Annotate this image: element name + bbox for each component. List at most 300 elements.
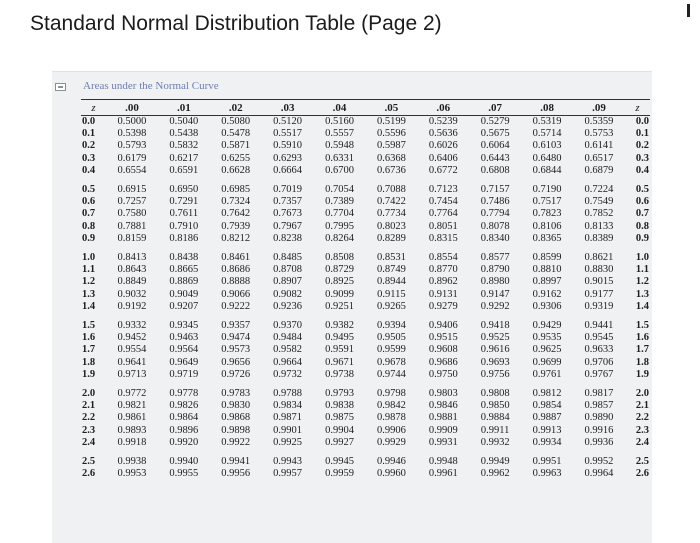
- z-value-cell: 1.2: [82, 276, 96, 288]
- probability-cell: 0.9925: [273, 436, 303, 448]
- column-header: .05: [365, 100, 417, 116]
- z-value-cell-right: 2.6: [635, 468, 649, 480]
- probability-cell: 0.7389: [325, 196, 354, 208]
- table-row: [81, 357, 650, 369]
- column-header: .00: [106, 100, 158, 116]
- probability-cell: 0.9911: [480, 424, 510, 436]
- probability-cell: 0.8888: [221, 276, 251, 288]
- probability-cell: 0.8869: [169, 276, 199, 288]
- table-row: [81, 369, 650, 381]
- probability-cell: 0.9236: [273, 300, 303, 312]
- z-value-cell: 1.6: [82, 332, 96, 344]
- probability-cell: 0.9441: [584, 320, 614, 332]
- table-row: [81, 301, 650, 313]
- probability-cell: 0.9838: [325, 400, 354, 412]
- probability-cell: 0.9616: [480, 344, 510, 356]
- probability-cell: 0.8729: [325, 264, 354, 276]
- probability-cell: 0.9726: [221, 368, 251, 380]
- probability-cell: 0.9960: [376, 468, 406, 480]
- probability-cell: 0.8770: [428, 264, 458, 276]
- probability-cell: 0.9319: [584, 300, 614, 312]
- probability-cell: 0.9582: [273, 344, 303, 356]
- probability-cell: 0.7881: [117, 220, 147, 232]
- probability-cell: 0.8643: [117, 264, 147, 276]
- column-header: .06: [417, 100, 469, 116]
- probability-cell: 0.9177: [584, 288, 614, 300]
- z-value-cell: 0.0: [82, 116, 96, 127]
- probability-cell: 0.9649: [169, 356, 199, 368]
- probability-cell: 0.7823: [532, 208, 562, 220]
- probability-cell: 0.6064: [480, 140, 510, 152]
- scrollbar-indicator: [687, 4, 690, 17]
- probability-cell: 0.9495: [325, 332, 354, 344]
- probability-cell: 0.9955: [169, 468, 199, 480]
- probability-cell: 0.9279: [428, 300, 458, 312]
- probability-cell: 0.8023: [376, 220, 406, 232]
- z-value-cell: 2.6: [82, 468, 96, 480]
- probability-cell: 0.6217: [169, 152, 199, 164]
- probability-cell: 0.9032: [117, 288, 147, 300]
- probability-cell: 0.8531: [376, 252, 406, 264]
- probability-cell: 0.9251: [325, 300, 354, 312]
- z-value-cell: 0.4: [82, 164, 96, 176]
- table-header-row: [81, 100, 650, 116]
- probability-cell: 0.7224: [584, 184, 614, 196]
- z-value-cell-right: 0.9: [635, 232, 649, 244]
- probability-cell: 0.9719: [169, 368, 199, 380]
- probability-cell: 0.9953: [117, 468, 147, 480]
- probability-cell: 0.9207: [169, 300, 199, 312]
- z-value-cell-right: 1.7: [635, 344, 649, 356]
- probability-cell: 0.9798: [376, 388, 406, 400]
- probability-cell: 0.7852: [584, 208, 614, 220]
- probability-cell: 0.9744: [376, 368, 406, 380]
- z-value-cell-right: 1.1: [635, 264, 649, 276]
- probability-cell: 0.9686: [428, 356, 458, 368]
- probability-cell: 0.9222: [221, 300, 251, 312]
- z-value-cell-right: 0.2: [635, 140, 649, 152]
- probability-cell: 0.9861: [117, 412, 147, 424]
- probability-cell: 0.8944: [376, 276, 406, 288]
- z-value-cell: 2.3: [82, 424, 96, 436]
- column-header: .04: [314, 100, 366, 116]
- probability-cell: 0.9949: [480, 456, 510, 468]
- probability-cell: 0.6331: [325, 152, 354, 164]
- table-row: [81, 153, 650, 165]
- probability-cell: 0.8980: [480, 276, 510, 288]
- z-value-cell-right: 0.5: [635, 184, 649, 196]
- table-row: [81, 289, 650, 301]
- probability-cell: 0.8577: [480, 252, 510, 264]
- probability-cell: 0.9893: [117, 424, 147, 436]
- probability-cell: 0.7642: [221, 208, 251, 220]
- table-row: [81, 116, 650, 129]
- probability-cell: 0.8413: [117, 252, 147, 264]
- probability-cell: 0.5239: [428, 116, 458, 127]
- probability-cell: 0.9803: [428, 388, 458, 400]
- probability-cell: 0.7704: [325, 208, 354, 220]
- z-value-cell-right: 0.0: [635, 116, 649, 127]
- probability-cell: 0.9932: [480, 436, 510, 448]
- probability-cell: 0.9857: [584, 400, 614, 412]
- probability-cell: 0.9918: [117, 436, 147, 448]
- probability-cell: 0.9738: [325, 368, 354, 380]
- z-value-cell-right: 0.8: [635, 220, 649, 232]
- probability-cell: 0.8389: [584, 232, 614, 244]
- probability-cell: 0.6772: [428, 164, 458, 176]
- probability-cell: 0.9957: [273, 468, 303, 480]
- probability-cell: 0.9962: [480, 468, 510, 480]
- z-value-cell: 0.7: [82, 208, 96, 220]
- probability-cell: 0.6480: [532, 152, 562, 164]
- probability-cell: 0.9049: [169, 288, 199, 300]
- probability-cell: 0.6517: [584, 152, 614, 164]
- z-value-cell-right: 1.8: [635, 356, 649, 368]
- probability-cell: 0.7967: [273, 220, 303, 232]
- table-row: [81, 468, 650, 480]
- probability-cell: 0.5793: [117, 140, 147, 152]
- probability-cell: 0.9938: [117, 456, 147, 468]
- probability-cell: 0.7549: [584, 196, 614, 208]
- probability-cell: 0.8238: [273, 232, 303, 244]
- z-value-cell-right: 0.7: [635, 208, 649, 220]
- probability-cell: 0.9943: [273, 456, 303, 468]
- probability-cell: 0.6554: [117, 164, 147, 176]
- probability-cell: 0.9505: [376, 332, 406, 344]
- z-value-cell-right: 1.0: [635, 252, 649, 264]
- probability-cell: 0.5398: [117, 128, 147, 140]
- probability-cell: 0.9573: [221, 344, 251, 356]
- z-value-cell-right: 1.3: [635, 288, 649, 300]
- probability-cell: 0.5120: [273, 116, 303, 127]
- probability-cell: 0.9901: [273, 424, 303, 436]
- z-value-cell: 0.1: [82, 128, 96, 140]
- table-row: [81, 233, 650, 245]
- probability-cell: 0.9656: [221, 356, 251, 368]
- probability-cell: 0.8078: [480, 220, 510, 232]
- probability-cell: 0.9788: [273, 388, 303, 400]
- table-row: [81, 344, 650, 356]
- probability-cell: 0.8830: [584, 264, 614, 276]
- table-row: [81, 332, 650, 344]
- probability-cell: 0.8264: [325, 232, 354, 244]
- probability-cell: 0.9850: [480, 400, 510, 412]
- probability-cell: 0.7517: [532, 196, 562, 208]
- probability-cell: 0.9945: [325, 456, 354, 468]
- probability-cell: 0.9868: [221, 412, 251, 424]
- probability-cell: 0.8907: [273, 276, 303, 288]
- probability-cell: 0.8554: [428, 252, 458, 264]
- probability-cell: 0.5160: [325, 116, 354, 127]
- probability-cell: 0.6736: [376, 164, 406, 176]
- probability-cell: 0.8289: [376, 232, 406, 244]
- probability-cell: 0.9946: [376, 456, 406, 468]
- probability-cell: 0.9535: [532, 332, 562, 344]
- probability-cell: 0.6700: [325, 164, 354, 176]
- probability-cell: 0.8485: [273, 252, 303, 264]
- probability-cell: 0.9887: [532, 412, 562, 424]
- probability-cell: 0.6591: [169, 164, 199, 176]
- probability-cell: 0.8599: [532, 252, 562, 264]
- probability-cell: 0.9909: [428, 424, 458, 436]
- probability-cell: 0.9956: [221, 468, 251, 480]
- z-value-cell: 1.1: [82, 264, 96, 276]
- expand-image-icon[interactable]: [55, 83, 66, 91]
- probability-cell: 0.9370: [273, 320, 303, 332]
- z-value-cell: 0.5: [82, 184, 96, 196]
- probability-cell: 0.9357: [221, 320, 251, 332]
- probability-cell: 0.8962: [428, 276, 458, 288]
- probability-cell: 0.5910: [273, 140, 303, 152]
- probability-cell: 0.9929: [376, 436, 406, 448]
- probability-cell: 0.9732: [273, 368, 303, 380]
- probability-cell: 0.5000: [117, 116, 147, 127]
- probability-cell: 0.9525: [480, 332, 510, 344]
- probability-cell: 0.9545: [584, 332, 614, 344]
- probability-cell: 0.5987: [376, 140, 406, 152]
- probability-cell: 0.5871: [221, 140, 251, 152]
- probability-cell: 0.9875: [325, 412, 354, 424]
- z-value-cell-right: 2.5: [635, 456, 649, 468]
- probability-cell: 0.8708: [273, 264, 303, 276]
- table-row: [81, 165, 650, 177]
- probability-cell: 0.8365: [532, 232, 562, 244]
- probability-cell: 0.9678: [376, 356, 406, 368]
- probability-cell: 0.7123: [428, 184, 458, 196]
- probability-cell: 0.9842: [376, 400, 406, 412]
- z-table: [81, 99, 650, 480]
- probability-cell: 0.5359: [584, 116, 614, 127]
- probability-cell: 0.8665: [169, 264, 199, 276]
- probability-cell: 0.8997: [532, 276, 562, 288]
- z-value-cell-right: 0.3: [635, 152, 649, 164]
- probability-cell: 0.5832: [169, 140, 199, 152]
- probability-cell: 0.9693: [480, 356, 510, 368]
- probability-cell: 0.9591: [325, 344, 354, 356]
- probability-cell: 0.9463: [169, 332, 199, 344]
- probability-cell: 0.6368: [376, 152, 406, 164]
- probability-cell: 0.5199: [376, 116, 406, 127]
- probability-cell: 0.9306: [532, 300, 562, 312]
- probability-cell: 0.5517: [273, 128, 303, 140]
- probability-cell: 0.5675: [480, 128, 510, 140]
- probability-cell: 0.9951: [532, 456, 562, 468]
- probability-cell: 0.9793: [325, 388, 354, 400]
- probability-cell: 0.9890: [584, 412, 614, 424]
- probability-cell: 0.9772: [117, 388, 147, 400]
- probability-cell: 0.9382: [325, 320, 354, 332]
- probability-cell: 0.9633: [584, 344, 614, 356]
- probability-cell: 0.6950: [169, 184, 199, 196]
- probability-cell: 0.9599: [376, 344, 406, 356]
- probability-cell: 0.8790: [480, 264, 510, 276]
- probability-cell: 0.9066: [221, 288, 251, 300]
- z-value-cell: 1.9: [82, 368, 96, 380]
- probability-cell: 0.9783: [221, 388, 251, 400]
- probability-cell: 0.9484: [273, 332, 303, 344]
- table-row: [81, 221, 650, 233]
- probability-cell: 0.9641: [117, 356, 147, 368]
- probability-cell: 0.8186: [169, 232, 199, 244]
- probability-cell: 0.9821: [117, 400, 147, 412]
- probability-cell: 0.8621: [584, 252, 614, 264]
- probability-cell: 0.6141: [584, 140, 614, 152]
- probability-cell: 0.9846: [428, 400, 458, 412]
- probability-cell: 0.9931: [428, 436, 458, 448]
- probability-cell: 0.9881: [428, 412, 458, 424]
- z-value-cell: 0.9: [82, 232, 96, 244]
- z-value-cell-right: 0.6: [635, 196, 649, 208]
- probability-cell: 0.8925: [325, 276, 354, 288]
- probability-cell: 0.9898: [221, 424, 251, 436]
- table-body: [81, 116, 650, 481]
- probability-cell: 0.9808: [480, 388, 510, 400]
- probability-cell: 0.9750: [428, 368, 458, 380]
- probability-cell: 0.5557: [325, 128, 354, 140]
- probability-cell: 0.9906: [376, 424, 406, 436]
- page-title: Standard Normal Distribution Table (Page 2): [30, 12, 442, 35]
- probability-cell: 0.7580: [117, 208, 147, 220]
- z-column-header-right: z: [625, 100, 650, 116]
- probability-cell: 0.6915: [117, 184, 147, 196]
- probability-cell: 0.7190: [532, 184, 562, 196]
- probability-cell: 0.7054: [325, 184, 354, 196]
- probability-cell: 0.5319: [532, 116, 562, 127]
- probability-cell: 0.9452: [117, 332, 147, 344]
- table-panel: [52, 71, 652, 543]
- table-row: [81, 245, 650, 264]
- probability-cell: 0.6844: [532, 164, 562, 176]
- z-value-cell: 1.5: [82, 320, 96, 332]
- probability-cell: 0.9515: [428, 332, 458, 344]
- probability-cell: 0.8686: [221, 264, 251, 276]
- probability-cell: 0.8508: [325, 252, 354, 264]
- probability-cell: 0.9952: [584, 456, 614, 468]
- probability-cell: 0.9162: [532, 288, 562, 300]
- z-value-cell-right: 0.4: [635, 164, 649, 176]
- z-value-cell-right: 2.0: [635, 388, 649, 400]
- z-value-cell-right: 1.9: [635, 368, 649, 380]
- table-row: [81, 276, 650, 288]
- z-value-cell-right: 2.4: [635, 436, 649, 448]
- z-value-cell: 0.3: [82, 152, 96, 164]
- z-value-cell: 1.8: [82, 356, 96, 368]
- probability-cell: 0.9147: [480, 288, 510, 300]
- probability-cell: 0.9265: [376, 300, 406, 312]
- probability-cell: 0.7422: [376, 196, 406, 208]
- probability-cell: 0.8461: [221, 252, 251, 264]
- probability-cell: 0.7939: [221, 220, 251, 232]
- table-row: [81, 412, 650, 424]
- probability-cell: 0.7910: [169, 220, 199, 232]
- z-value-cell-right: 2.1: [635, 400, 649, 412]
- probability-cell: 0.6103: [532, 140, 562, 152]
- probability-cell: 0.7454: [428, 196, 458, 208]
- probability-cell: 0.7611: [169, 208, 199, 220]
- probability-cell: 0.9625: [532, 344, 562, 356]
- probability-cell: 0.5438: [169, 128, 199, 140]
- probability-cell: 0.9131: [428, 288, 458, 300]
- z-value-cell: 0.6: [82, 196, 96, 208]
- probability-cell: 0.6179: [117, 152, 147, 164]
- z-value-cell: 2.0: [82, 388, 96, 400]
- probability-cell: 0.6808: [480, 164, 510, 176]
- z-value-cell-right: 1.5: [635, 320, 649, 332]
- probability-cell: 0.9854: [532, 400, 562, 412]
- probability-cell: 0.9834: [273, 400, 303, 412]
- probability-cell: 0.8159: [117, 232, 147, 244]
- probability-cell: 0.7291: [169, 196, 199, 208]
- z-value-cell-right: 1.2: [635, 276, 649, 288]
- table-row: [81, 425, 650, 437]
- z-value-cell-right: 1.6: [635, 332, 649, 344]
- probability-cell: 0.9812: [532, 388, 562, 400]
- probability-cell: 0.7794: [480, 208, 510, 220]
- table-row: [81, 177, 650, 196]
- probability-cell: 0.9963: [532, 468, 562, 480]
- probability-cell: 0.7673: [273, 208, 303, 220]
- z-value-cell-right: 2.3: [635, 424, 649, 436]
- probability-cell: 0.8438: [169, 252, 199, 264]
- z-value-cell: 1.3: [82, 288, 96, 300]
- table-row: [81, 128, 650, 140]
- table-row: [81, 449, 650, 468]
- probability-cell: 0.8133: [584, 220, 614, 232]
- probability-cell: 0.9904: [325, 424, 354, 436]
- probability-cell: 0.8849: [117, 276, 147, 288]
- z-value-cell: 1.4: [82, 300, 96, 312]
- z-value-cell: 1.7: [82, 344, 96, 356]
- probability-cell: 0.9896: [169, 424, 199, 436]
- probability-cell: 0.9192: [117, 300, 147, 312]
- probability-cell: 0.9554: [117, 344, 147, 356]
- probability-cell: 0.9878: [376, 412, 406, 424]
- probability-cell: 0.6026: [428, 140, 458, 152]
- table-row: [81, 400, 650, 412]
- probability-cell: 0.9864: [169, 412, 199, 424]
- probability-cell: 0.9884: [480, 412, 510, 424]
- probability-cell: 0.9920: [169, 436, 199, 448]
- table-row: [81, 208, 650, 220]
- column-header: .07: [469, 100, 521, 116]
- probability-cell: 0.9015: [584, 276, 614, 288]
- probability-cell: 0.9778: [169, 388, 199, 400]
- probability-cell: 0.7088: [376, 184, 406, 196]
- probability-cell: 0.7357: [273, 196, 303, 208]
- probability-cell: 0.7995: [325, 220, 354, 232]
- probability-cell: 0.5753: [584, 128, 614, 140]
- probability-cell: 0.9959: [325, 468, 354, 480]
- probability-cell: 0.9964: [584, 468, 614, 480]
- probability-cell: 0.7157: [480, 184, 510, 196]
- z-value-cell-right: 2.2: [635, 412, 649, 424]
- table-row: [81, 264, 650, 276]
- probability-cell: 0.9345: [169, 320, 199, 332]
- probability-cell: 0.7324: [221, 196, 251, 208]
- z-value-cell: 2.5: [82, 456, 96, 468]
- probability-cell: 0.8340: [480, 232, 510, 244]
- probability-cell: 0.7734: [376, 208, 406, 220]
- probability-cell: 0.7257: [117, 196, 147, 208]
- table-row: [81, 140, 650, 152]
- probability-cell: 0.8810: [532, 264, 562, 276]
- probability-cell: 0.9418: [480, 320, 510, 332]
- probability-cell: 0.5948: [325, 140, 354, 152]
- z-value-cell-right: 1.4: [635, 300, 649, 312]
- probability-cell: 0.9406: [428, 320, 458, 332]
- probability-cell: 0.9756: [480, 368, 510, 380]
- probability-cell: 0.9082: [273, 288, 303, 300]
